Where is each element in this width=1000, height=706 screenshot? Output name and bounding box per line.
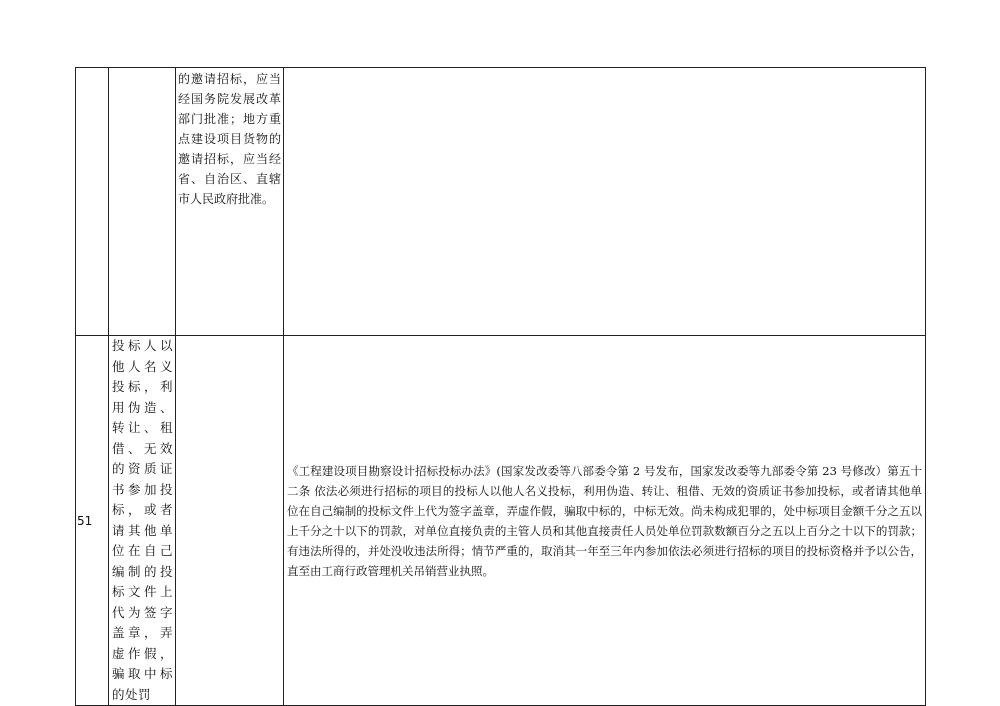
item-name: 投标人以他人名义投标，利用伪造、转让、租借、无效的资质证书参加投标，或者请其他单位在自己编制的投标文件上代为签字盖章，弄虚作假，骗取中标的处罚 <box>112 338 173 702</box>
item-cell <box>109 336 176 706</box>
basis-cell <box>176 68 284 336</box>
basis-text: 的邀请招标，应当经国务院发展改革部门批准；地方重点建设项目货物的邀请招标，应当经省、自治区、直辖市人民政府批准。 <box>178 72 281 206</box>
detail-text: 《工程建设项目勘察设计招标投标办法》(国家发改委等八部委令第 2 号发布，国家发改委等九部委令第 23 号修改）第五十二条 依法必须进行招标的项目的投标人以他人名义投标，利用伪造、转让、租借、无效的资质证书参加投标，或者请其他单位在自己编制的投标文件上代为签字盖章，弄虚作假，骗取中标的，中标无效。尚未构成犯罪的，处中标项目金额千分之五以上千分之十以下的罚款，对单位直接负责的主管人员和其他直接责任人员处单位罚款数额百分之五以上百分之十以下的罚款；有违法所得的，并处没收违法所得；情节严重的，取消其一年至三年内参加依法必须进行招标的项目的投标资格并予以公告，直至由工商行政管理机关吊销营业执照。 <box>287 463 922 578</box>
row-number: 51 <box>77 513 93 528</box>
basis-text <box>176 336 283 337</box>
number-cell <box>76 336 109 706</box>
table-row <box>76 68 926 336</box>
basis-cell <box>176 336 284 706</box>
regulation-table <box>75 67 926 706</box>
item-cell <box>109 68 176 336</box>
detail-cell <box>284 336 926 706</box>
number-cell <box>76 68 109 336</box>
detail-cell <box>284 68 926 336</box>
table-row <box>76 336 926 706</box>
